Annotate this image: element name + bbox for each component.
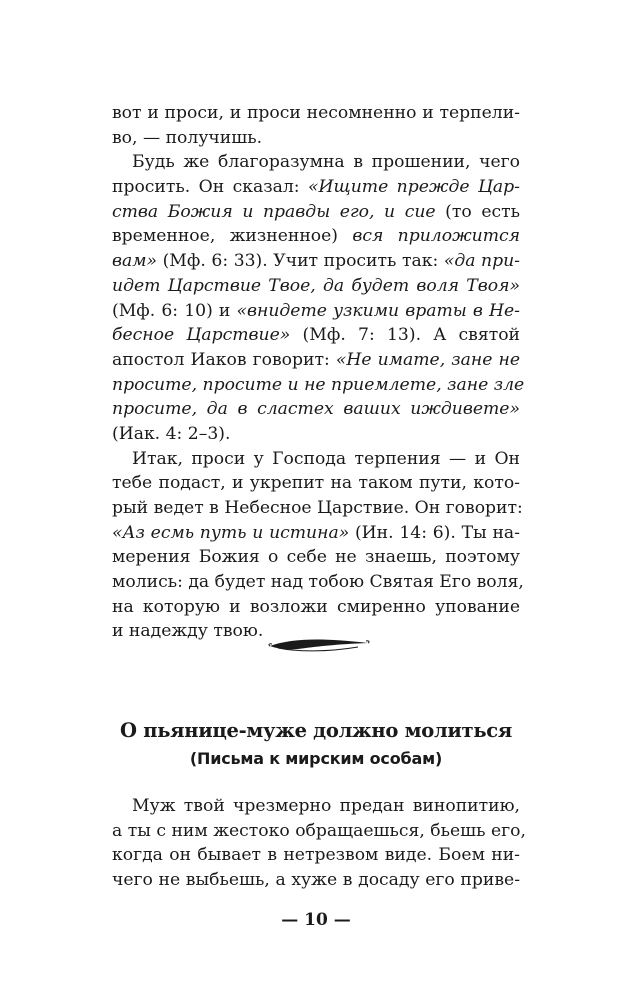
italic-quote: «Не имате, зане не [335, 349, 520, 370]
text-run: Итак, проси у Господа терпения — и Он [132, 448, 520, 469]
text-line [112, 496, 523, 521]
text-run: (Иак. 4: 2–3). [112, 423, 231, 444]
text-line [112, 175, 520, 200]
italic-quote: «да при- [443, 251, 520, 272]
text-run: и надежду твою. [112, 621, 264, 642]
italic-quote: просите, просите и не приемлете, зане зле [112, 374, 525, 395]
text-line [112, 348, 520, 373]
text-run: рый ведет в Небесное Царствие. Он говорит: [112, 498, 523, 518]
paragraph-3 [112, 447, 524, 645]
text-line [112, 595, 520, 620]
paragraph-2 [112, 150, 525, 446]
text-line [112, 545, 520, 570]
text-line [112, 471, 520, 496]
italic-quote: вся приложится [352, 226, 520, 247]
italic-quote: «внидете узкими враты в Не- [236, 300, 520, 321]
text-line [112, 200, 520, 225]
paragraph-1 [112, 101, 520, 150]
text-line [112, 323, 520, 348]
text-run: мерения Божия о себе не знаешь, поэтому [112, 547, 520, 568]
paragraph-4 [112, 794, 526, 893]
text-run: просить. Он сказал: [112, 177, 308, 198]
text-run: (Ин. 14: 6). Ты на- [349, 522, 520, 543]
text-line: вот и проси, и проси несомненно и терпели- [112, 103, 520, 123]
text-line: а ты с ним жестоко обращаешься, бьешь его, [112, 820, 526, 841]
italic-quote: «Ищите прежде Цар- [308, 177, 520, 198]
text-run: апостол Иаков говорит: [112, 349, 336, 370]
italic-quote: «Аз есмь путь и истина» [112, 522, 350, 543]
page-number: — 10 — [281, 910, 351, 930]
text-line [112, 570, 524, 595]
text-line [112, 299, 520, 324]
text-run: на которую и возложи смиренно упование [112, 596, 520, 617]
text-line: когда он бывает в нетрезвом виде. Боем ни- [112, 845, 520, 866]
text-line [112, 150, 520, 175]
text-line [112, 447, 520, 472]
text-line: чего не выбьешь, а хуже в досаду его приве- [112, 870, 520, 891]
text-run: молись: да будет над тобою Святая Его воля, [112, 572, 524, 593]
page-body [112, 101, 525, 644]
text-line [112, 422, 520, 447]
section-title: О пьянице-муже должно молиться [120, 719, 512, 742]
text-line [112, 521, 520, 546]
text-line [112, 249, 520, 274]
text-line [112, 224, 520, 249]
text-line [112, 373, 525, 398]
text-line [112, 397, 520, 422]
section-subtitle: (Письма к мирским особам) [189, 749, 443, 768]
text-run: тебе подаст, и укрепит на таком пути, кото- [112, 473, 520, 494]
italic-quote: ства Божия и правды его, и сие [112, 201, 436, 222]
ornament-divider-icon [268, 634, 370, 656]
text-run: (Мф. 7: 13). А святой [290, 325, 521, 346]
text-run: временное, жизненное) [112, 226, 353, 247]
text-run: (Мф. 6: 10) и [112, 300, 237, 321]
text-line: во, — получишь. [112, 127, 263, 148]
text-line [112, 274, 520, 299]
italic-quote: бесное Царствие» [112, 325, 291, 346]
text-run: Будь же благоразумна в прошении, чего [132, 152, 520, 173]
text-run: (то есть [435, 201, 521, 222]
text-line: Муж твой чрезмерно предан винопитию, [132, 796, 520, 816]
italic-quote: идет Царствие Твое, да будет воля Твоя» [112, 275, 520, 296]
text-run: (Мф. 6: 33). Учит просить так: [157, 251, 444, 272]
italic-quote: вам» [112, 251, 158, 272]
italic-quote: просите, да в сластех ваших иждивете» [112, 399, 520, 420]
